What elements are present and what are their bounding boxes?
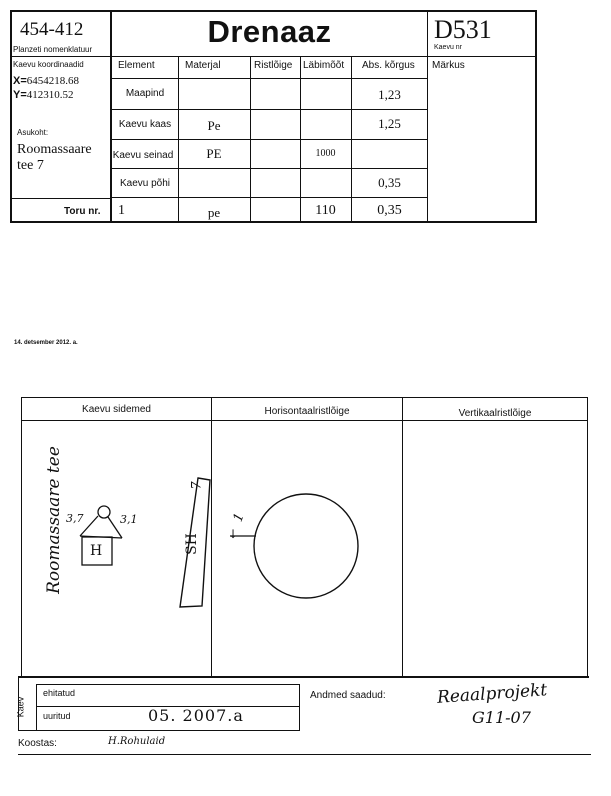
location-line2: tee 7 bbox=[17, 158, 44, 173]
y-coordinate bbox=[13, 89, 74, 101]
pipe-abs-height: 0,35 bbox=[377, 203, 402, 218]
x-coordinate bbox=[13, 75, 79, 87]
pipe-diameter: 110 bbox=[315, 203, 336, 218]
row-diameter: 1000 bbox=[315, 148, 336, 159]
col-header-vertical-section: Vertikaalristlõige bbox=[458, 408, 532, 419]
y-prefix: Y= bbox=[13, 89, 27, 101]
pipe-marker-arrow-label: ↓ bbox=[228, 527, 239, 541]
data-source-value: Reaalprojekt bbox=[436, 680, 548, 708]
y-value: 412310.52 bbox=[26, 89, 74, 101]
pipe-marker: 1 bbox=[230, 511, 248, 524]
col-header-cross-section: Ristlõige bbox=[254, 60, 293, 71]
surveyed-label: uuritud bbox=[43, 711, 71, 721]
well-number-label: Kaevu nr bbox=[434, 44, 463, 51]
map-sheet-number: 454-412 bbox=[20, 19, 84, 40]
card-title: Drenaaz bbox=[207, 14, 332, 49]
col-header-remarks: Märkus bbox=[432, 60, 465, 71]
distance-left: 3,7 bbox=[66, 512, 84, 525]
x-prefix: X= bbox=[13, 75, 27, 87]
row-material: Pe bbox=[207, 118, 221, 133]
col-header-abs-height: Abs. kõrgus bbox=[362, 60, 415, 71]
row-element: Kaevu kaas bbox=[118, 119, 172, 130]
col-header-element: Element bbox=[118, 60, 155, 71]
row-material: PE bbox=[206, 146, 222, 161]
house-letter: H bbox=[90, 543, 103, 559]
street-name-sketch: Roomassaare tee bbox=[44, 446, 64, 594]
row-abs-height: 0,35 bbox=[378, 175, 401, 190]
built-label: ehitatud bbox=[43, 688, 76, 698]
horizontal-section-drawing bbox=[176, 470, 366, 610]
location-sketch-drawing bbox=[70, 500, 130, 570]
data-source-label: Andmed saadud: bbox=[310, 690, 386, 701]
building-label: SH bbox=[183, 533, 200, 555]
map-sheet-label: Planzeti nomenklatuur bbox=[13, 45, 93, 54]
col-header-horizontal-section: Horisontaalristlõige bbox=[264, 406, 350, 417]
well-number: D531 bbox=[434, 15, 492, 44]
pipe-row-label: Toru nr. bbox=[64, 206, 101, 217]
coordinates-label: Kaevu koordinaadid bbox=[13, 60, 84, 69]
compiled-by-value: H.Rohulaid bbox=[108, 736, 166, 747]
col-header-material: Materjal bbox=[185, 60, 221, 71]
building-number: 7 bbox=[189, 481, 205, 490]
date-line: 14. detsember 2012. a. bbox=[14, 340, 78, 346]
row-element: Maapind bbox=[125, 88, 165, 99]
row-abs-height: 1,25 bbox=[378, 116, 401, 131]
data-source-code: G11-07 bbox=[472, 708, 531, 727]
well-section-label: Kaev bbox=[15, 696, 26, 718]
row-element: Kaevu seinad bbox=[112, 150, 174, 161]
distance-right: 3,1 bbox=[120, 513, 138, 526]
x-value: 6454218.68 bbox=[26, 75, 80, 87]
row-abs-height: 1,23 bbox=[378, 87, 401, 102]
pipe-number: 1 bbox=[118, 203, 125, 218]
pipe-material: pe bbox=[207, 205, 221, 220]
compiled-by-label: Koostas: bbox=[18, 738, 57, 749]
col-header-connections: Kaevu sidemed bbox=[82, 404, 151, 415]
location-label: Asukoht: bbox=[17, 128, 49, 137]
row-element: Kaevu põhi bbox=[119, 178, 171, 189]
col-header-diameter: Läbimõõt bbox=[303, 60, 345, 71]
location-line1: Roomassaare bbox=[17, 142, 92, 157]
surveyed-date: 05. 2007.a bbox=[148, 706, 244, 725]
